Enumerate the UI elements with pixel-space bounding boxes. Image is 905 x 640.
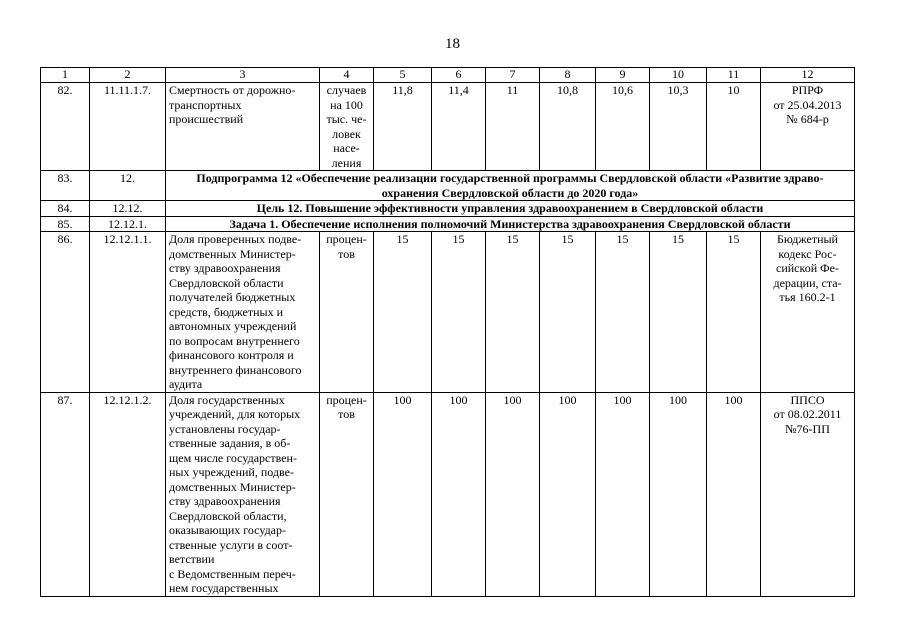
value-cell: 100 bbox=[374, 392, 432, 596]
column-header: 6 bbox=[432, 68, 486, 83]
value-cell: 15 bbox=[432, 232, 486, 393]
table-row bbox=[41, 232, 855, 393]
column-header: 2 bbox=[90, 68, 166, 83]
source-cell: ППСО от 08.02.2011 №76-ПП bbox=[761, 392, 855, 596]
unit: процен- тов bbox=[320, 392, 374, 596]
unit: случаев на 100 тыс. че- ловек насе- ления bbox=[320, 83, 374, 171]
column-header: 8 bbox=[540, 68, 596, 83]
column-header: 3 bbox=[166, 68, 320, 83]
value-cell: 100 bbox=[540, 392, 596, 596]
row-number: 85. bbox=[41, 216, 90, 232]
table-row bbox=[41, 216, 855, 232]
table-row bbox=[41, 83, 855, 171]
row-number: 87. bbox=[41, 392, 90, 596]
value-cell: 15 bbox=[374, 232, 432, 393]
value-cell: 100 bbox=[432, 392, 486, 596]
indicators-table bbox=[40, 67, 855, 597]
value-cell: 100 bbox=[596, 392, 650, 596]
value-cell: 100 bbox=[707, 392, 761, 596]
value-cell: 15 bbox=[486, 232, 540, 393]
subprogram-title: Подпрограмма 12 «Обеспечение реализации государственной программы Свердловской области «Развитие здраво- охранения Свердловской области до 2020 года» bbox=[166, 171, 855, 201]
value-cell: 10 bbox=[707, 83, 761, 171]
indicator-name: Доля государственных учреждений, для которых установлены государ- ственные задания, в об- щем числе государствен- ных учреждений, подве- домственных Министер- ству здравоохранения Свердловской области, оказывающих государ- ственные услуги в соот- ветствии с Ведомственным переч- нем государственных bbox=[166, 392, 320, 596]
value-cell: 10,6 bbox=[596, 83, 650, 171]
source-cell: Бюджетный кодекс Рос- сийской Фе- дерации, ста- тья 160.2-1 bbox=[761, 232, 855, 393]
row-number: 84. bbox=[41, 201, 90, 217]
table-row bbox=[41, 171, 855, 201]
indicator-name: Смертность от дорожно- транспортных происшествий bbox=[166, 83, 320, 171]
value-cell: 11,4 bbox=[432, 83, 486, 171]
indicator-code: 11.11.1.7. bbox=[90, 83, 166, 171]
column-header: 11 bbox=[707, 68, 761, 83]
indicator-code: 12.12.1. bbox=[90, 216, 166, 232]
indicator-code: 12.12.1.2. bbox=[90, 392, 166, 596]
table-row bbox=[41, 392, 855, 596]
value-cell: 11,8 bbox=[374, 83, 432, 171]
value-cell: 10,8 bbox=[540, 83, 596, 171]
value-cell: 10,3 bbox=[650, 83, 707, 171]
value-cell: 100 bbox=[486, 392, 540, 596]
task-title: Задача 1. Обеспечение исполнения полномочий Министерства здравоохранения Свердловской области bbox=[166, 216, 855, 232]
page-number: 18 bbox=[445, 36, 460, 52]
value-cell: 15 bbox=[596, 232, 650, 393]
indicator-code: 12.12.1.1. bbox=[90, 232, 166, 393]
goal-title: Цель 12. Повышение эффективности управления здравоохранением в Свердловской области bbox=[166, 201, 855, 217]
source-cell: РПРФ от 25.04.2013 № 684-р bbox=[761, 83, 855, 171]
table-row bbox=[41, 201, 855, 217]
indicator-code: 12.12. bbox=[90, 201, 166, 217]
value-cell: 15 bbox=[707, 232, 761, 393]
row-number: 86. bbox=[41, 232, 90, 393]
row-number: 82. bbox=[41, 83, 90, 171]
column-header: 10 bbox=[650, 68, 707, 83]
column-header: 7 bbox=[486, 68, 540, 83]
value-cell: 100 bbox=[650, 392, 707, 596]
value-cell: 11 bbox=[486, 83, 540, 171]
column-header: 4 bbox=[320, 68, 374, 83]
column-header: 1 bbox=[41, 68, 90, 83]
unit: процен- тов bbox=[320, 232, 374, 393]
row-number: 83. bbox=[41, 171, 90, 201]
indicator-name: Доля проверенных подве- домственных Министер- ству здравоохранения Свердловской области получателей бюджетных средств, бюджетных и автономных учреждений по вопросам внутреннего финансового контроля и внутреннего финансового аудита bbox=[166, 232, 320, 393]
column-header: 12 bbox=[761, 68, 855, 83]
column-header: 5 bbox=[374, 68, 432, 83]
value-cell: 15 bbox=[540, 232, 596, 393]
indicator-code: 12. bbox=[90, 171, 166, 201]
value-cell: 15 bbox=[650, 232, 707, 393]
column-header: 9 bbox=[596, 68, 650, 83]
table-header-row bbox=[41, 68, 855, 83]
